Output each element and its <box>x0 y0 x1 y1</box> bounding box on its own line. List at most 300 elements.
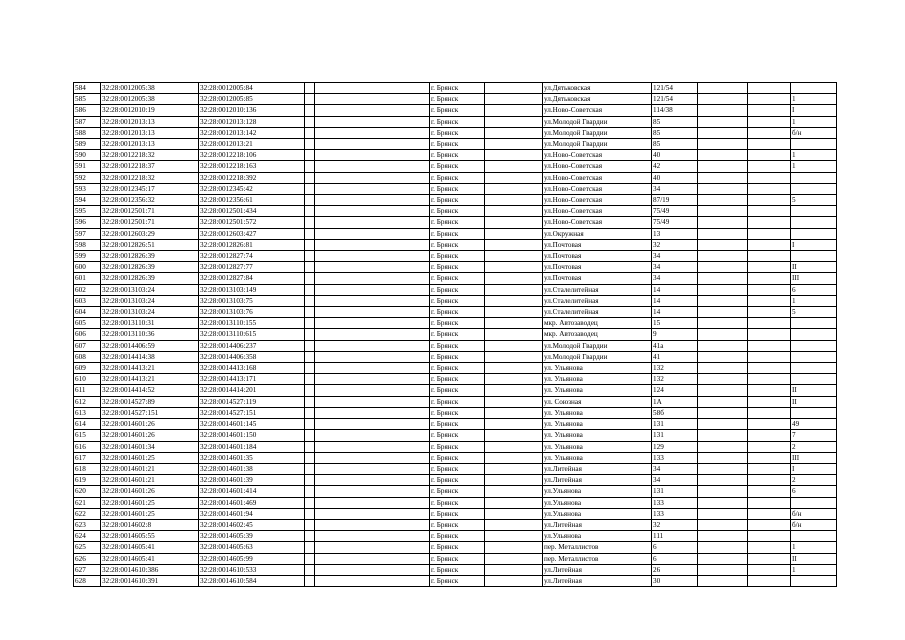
cadastral-number-cell: 32:28:0014601:38 <box>199 463 305 474</box>
empty-cell <box>305 430 315 441</box>
empty-cell <box>485 139 543 150</box>
empty-cell <box>698 83 748 94</box>
street-cell: ул.Сталелитейная <box>543 284 652 295</box>
cadastral-number-cell: 32:28:0012501:572 <box>199 217 305 228</box>
parent-cadastral-number-cell: 32:28:0013110:36 <box>101 329 199 340</box>
parent-cadastral-number-cell: 32:28:0014414:52 <box>101 385 199 396</box>
table-row <box>74 542 837 553</box>
cadastral-number-cell: 32:28:0012013:128 <box>199 116 305 127</box>
empty-cell <box>748 407 791 418</box>
street-cell: ул.Литейная <box>543 475 652 486</box>
empty-cell <box>485 430 543 441</box>
empty-cell <box>315 94 430 105</box>
empty-cell <box>485 217 543 228</box>
premises-number-cell <box>791 374 837 385</box>
cadastral-number-cell: 32:28:0014413:171 <box>199 374 305 385</box>
empty-cell <box>305 239 315 250</box>
empty-cell <box>748 452 791 463</box>
city-cell: г. Брянск <box>430 150 485 161</box>
empty-cell <box>305 83 315 94</box>
parent-cadastral-number-cell: 32:28:0014605:55 <box>101 531 199 542</box>
house-number-cell: 6 <box>652 542 698 553</box>
table-row <box>74 351 837 362</box>
empty-cell <box>485 172 543 183</box>
table-row <box>74 206 837 217</box>
city-cell: г. Брянск <box>430 475 485 486</box>
empty-cell <box>485 564 543 575</box>
row-number-cell: 603 <box>74 295 101 306</box>
row-number-cell: 606 <box>74 329 101 340</box>
house-number-cell: 34 <box>652 251 698 262</box>
house-number-cell: 58б <box>652 407 698 418</box>
parent-cadastral-number-cell: 32:28:0012005:38 <box>101 83 199 94</box>
house-number-cell: 75/49 <box>652 206 698 217</box>
empty-cell <box>485 228 543 239</box>
empty-cell <box>305 553 315 564</box>
city-cell: г. Брянск <box>430 542 485 553</box>
row-number-cell: 597 <box>74 228 101 239</box>
row-number-cell: 594 <box>74 195 101 206</box>
empty-cell <box>305 262 315 273</box>
premises-number-cell: 1 <box>791 150 837 161</box>
cadastral-number-cell: 32:28:0014601:184 <box>199 441 305 452</box>
premises-number-cell: 1 <box>791 564 837 575</box>
street-cell: ул.Сталелитейная <box>543 307 652 318</box>
premises-number-cell: II <box>791 385 837 396</box>
empty-cell <box>485 497 543 508</box>
premises-number-cell <box>791 183 837 194</box>
empty-cell <box>305 396 315 407</box>
empty-cell <box>305 452 315 463</box>
empty-cell <box>485 307 543 318</box>
row-number-cell: 591 <box>74 161 101 172</box>
empty-cell <box>305 329 315 340</box>
parent-cadastral-number-cell: 32:28:0012826:39 <box>101 262 199 273</box>
empty-cell <box>305 273 315 284</box>
street-cell: ул.Молодой Гвардии <box>543 127 652 138</box>
empty-cell <box>698 441 748 452</box>
empty-cell <box>748 542 791 553</box>
cadastral-number-cell: 32:28:0012005:84 <box>199 83 305 94</box>
premises-number-cell <box>791 139 837 150</box>
empty-cell <box>748 318 791 329</box>
house-number-cell: 87/19 <box>652 195 698 206</box>
parent-cadastral-number-cell: 32:28:0014527:89 <box>101 396 199 407</box>
house-number-cell: 26 <box>652 564 698 575</box>
empty-cell <box>698 251 748 262</box>
empty-cell <box>315 385 430 396</box>
premises-number-cell: II <box>791 396 837 407</box>
document-sheet <box>73 82 837 587</box>
empty-cell <box>698 363 748 374</box>
street-cell: ул.Ульянова <box>543 497 652 508</box>
street-cell: ул.Ульянова <box>543 486 652 497</box>
cadastral-number-cell: 32:28:0014602:45 <box>199 519 305 530</box>
empty-cell <box>315 172 430 183</box>
empty-cell <box>748 161 791 172</box>
table-row <box>74 363 837 374</box>
parent-cadastral-number-cell: 32:28:0013110:31 <box>101 318 199 329</box>
empty-cell <box>698 531 748 542</box>
cadastral-number-cell: 32:28:0014605:99 <box>199 553 305 564</box>
house-number-cell: 34 <box>652 475 698 486</box>
empty-cell <box>698 284 748 295</box>
table-row <box>74 441 837 452</box>
cadastral-number-cell: 32:28:0012010:136 <box>199 105 305 116</box>
cadastral-number-cell: 32:28:0014610:584 <box>199 575 305 586</box>
parent-cadastral-number-cell: 32:28:0014601:25 <box>101 452 199 463</box>
city-cell: г. Брянск <box>430 318 485 329</box>
street-cell: ул.Почтовая <box>543 239 652 250</box>
house-number-cell: 32 <box>652 519 698 530</box>
house-number-cell: 133 <box>652 508 698 519</box>
empty-cell <box>315 318 430 329</box>
empty-cell <box>748 553 791 564</box>
empty-cell <box>305 575 315 586</box>
table-row <box>74 374 837 385</box>
row-number-cell: 598 <box>74 239 101 250</box>
empty-cell <box>748 475 791 486</box>
empty-cell <box>315 486 430 497</box>
empty-cell <box>315 542 430 553</box>
house-number-cell: 121/54 <box>652 83 698 94</box>
empty-cell <box>485 463 543 474</box>
table-row <box>74 307 837 318</box>
street-cell: ул. Союзная <box>543 396 652 407</box>
empty-cell <box>698 127 748 138</box>
city-cell: г. Брянск <box>430 172 485 183</box>
city-cell: г. Брянск <box>430 553 485 564</box>
house-number-cell: 132 <box>652 374 698 385</box>
table-row <box>74 105 837 116</box>
empty-cell <box>315 475 430 486</box>
empty-cell <box>698 374 748 385</box>
city-cell: г. Брянск <box>430 127 485 138</box>
city-cell: г. Брянск <box>430 116 485 127</box>
house-number-cell: 40 <box>652 150 698 161</box>
table-row <box>74 116 837 127</box>
empty-cell <box>698 340 748 351</box>
cadastral-number-cell: 32:28:0014601:145 <box>199 419 305 430</box>
premises-number-cell: I <box>791 463 837 474</box>
empty-cell <box>315 150 430 161</box>
street-cell: пер. Металлистов <box>543 542 652 553</box>
row-number-cell: 621 <box>74 497 101 508</box>
table-row <box>74 150 837 161</box>
house-number-cell: 131 <box>652 430 698 441</box>
city-cell: г. Брянск <box>430 430 485 441</box>
empty-cell <box>748 273 791 284</box>
row-number-cell: 592 <box>74 172 101 183</box>
premises-number-cell <box>791 172 837 183</box>
parent-cadastral-number-cell: 32:28:0014601:26 <box>101 486 199 497</box>
empty-cell <box>315 407 430 418</box>
registry-table-body <box>74 83 837 587</box>
house-number-cell: 111 <box>652 531 698 542</box>
house-number-cell: 129 <box>652 441 698 452</box>
table-row <box>74 497 837 508</box>
row-number-cell: 595 <box>74 206 101 217</box>
cadastral-number-cell: 32:28:0014601:414 <box>199 486 305 497</box>
street-cell: ул.Ново-Советская <box>543 172 652 183</box>
city-cell: г. Брянск <box>430 273 485 284</box>
empty-cell <box>748 363 791 374</box>
house-number-cell: 133 <box>652 497 698 508</box>
table-row <box>74 295 837 306</box>
empty-cell <box>315 139 430 150</box>
premises-number-cell: II <box>791 262 837 273</box>
empty-cell <box>305 127 315 138</box>
empty-cell <box>698 262 748 273</box>
empty-cell <box>305 183 315 194</box>
empty-cell <box>305 519 315 530</box>
premises-number-cell <box>791 206 837 217</box>
empty-cell <box>305 531 315 542</box>
empty-cell <box>315 374 430 385</box>
cadastral-number-cell: 32:28:0012356:61 <box>199 195 305 206</box>
empty-cell <box>305 161 315 172</box>
premises-number-cell <box>791 329 837 340</box>
empty-cell <box>305 206 315 217</box>
house-number-cell: 133 <box>652 452 698 463</box>
empty-cell <box>748 575 791 586</box>
city-cell: г. Брянск <box>430 307 485 318</box>
empty-cell <box>748 127 791 138</box>
empty-cell <box>748 430 791 441</box>
street-cell: ул.Ново-Советская <box>543 195 652 206</box>
table-row <box>74 139 837 150</box>
street-cell: ул.Почтовая <box>543 262 652 273</box>
cadastral-number-cell: 32:28:0012218:163 <box>199 161 305 172</box>
street-cell: ул.Литейная <box>543 463 652 474</box>
empty-cell <box>485 508 543 519</box>
empty-cell <box>305 139 315 150</box>
row-number-cell: 611 <box>74 385 101 396</box>
row-number-cell: 587 <box>74 116 101 127</box>
empty-cell <box>698 329 748 340</box>
empty-cell <box>485 374 543 385</box>
empty-cell <box>698 452 748 463</box>
empty-cell <box>305 251 315 262</box>
empty-cell <box>748 531 791 542</box>
empty-cell <box>748 396 791 407</box>
empty-cell <box>315 363 430 374</box>
street-cell: ул.Молодой Гвардии <box>543 139 652 150</box>
premises-number-cell: II <box>791 553 837 564</box>
cadastral-number-cell: 32:28:0012218:106 <box>199 150 305 161</box>
table-row <box>74 519 837 530</box>
table-row <box>74 318 837 329</box>
empty-cell <box>315 183 430 194</box>
city-cell: г. Брянск <box>430 83 485 94</box>
parent-cadastral-number-cell: 32:28:0012826:39 <box>101 273 199 284</box>
empty-cell <box>748 116 791 127</box>
empty-cell <box>485 407 543 418</box>
empty-cell <box>305 475 315 486</box>
empty-cell <box>485 206 543 217</box>
parent-cadastral-number-cell: 32:28:0014601:26 <box>101 419 199 430</box>
parent-cadastral-number-cell: 32:28:0014413:21 <box>101 374 199 385</box>
empty-cell <box>698 105 748 116</box>
cadastral-number-cell: 32:28:0014601:94 <box>199 508 305 519</box>
house-number-cell: 85 <box>652 116 698 127</box>
parent-cadastral-number-cell: 32:28:0014406:59 <box>101 340 199 351</box>
row-number-cell: 584 <box>74 83 101 94</box>
table-row <box>74 475 837 486</box>
empty-cell <box>748 83 791 94</box>
cadastral-number-cell: 32:28:0013103:75 <box>199 295 305 306</box>
row-number-cell: 619 <box>74 475 101 486</box>
table-row <box>74 419 837 430</box>
empty-cell <box>315 430 430 441</box>
premises-number-cell: 1 <box>791 542 837 553</box>
empty-cell <box>748 463 791 474</box>
parent-cadastral-number-cell: 32:28:0014610:391 <box>101 575 199 586</box>
row-number-cell: 586 <box>74 105 101 116</box>
row-number-cell: 616 <box>74 441 101 452</box>
empty-cell <box>485 531 543 542</box>
premises-number-cell: 5 <box>791 195 837 206</box>
empty-cell <box>315 497 430 508</box>
cadastral-number-cell: 32:28:0014414:201 <box>199 385 305 396</box>
empty-cell <box>315 195 430 206</box>
premises-number-cell <box>791 83 837 94</box>
parent-cadastral-number-cell: 32:28:0014601:26 <box>101 430 199 441</box>
empty-cell <box>698 307 748 318</box>
row-number-cell: 599 <box>74 251 101 262</box>
empty-cell <box>698 150 748 161</box>
empty-cell <box>315 239 430 250</box>
parent-cadastral-number-cell: 32:28:0012010:19 <box>101 105 199 116</box>
empty-cell <box>698 195 748 206</box>
premises-number-cell: 1 <box>791 295 837 306</box>
empty-cell <box>698 161 748 172</box>
empty-cell <box>698 419 748 430</box>
empty-cell <box>748 351 791 362</box>
parent-cadastral-number-cell: 32:28:0012013:13 <box>101 116 199 127</box>
empty-cell <box>748 519 791 530</box>
empty-cell <box>698 564 748 575</box>
empty-cell <box>315 262 430 273</box>
row-number-cell: 604 <box>74 307 101 318</box>
empty-cell <box>305 172 315 183</box>
empty-cell <box>315 329 430 340</box>
house-number-cell: 34 <box>652 262 698 273</box>
cadastral-number-cell: 32:28:0014601:35 <box>199 452 305 463</box>
empty-cell <box>748 251 791 262</box>
premises-number-cell: 2 <box>791 475 837 486</box>
row-number-cell: 605 <box>74 318 101 329</box>
street-cell: ул.Литейная <box>543 519 652 530</box>
street-cell: мкр. Автозаводец <box>543 329 652 340</box>
empty-cell <box>698 575 748 586</box>
row-number-cell: 593 <box>74 183 101 194</box>
empty-cell <box>485 329 543 340</box>
cadastral-number-cell: 32:28:0014605:63 <box>199 542 305 553</box>
empty-cell <box>485 542 543 553</box>
street-cell: ул.Ульянова <box>543 531 652 542</box>
parent-cadastral-number-cell: 32:28:0014601:34 <box>101 441 199 452</box>
empty-cell <box>485 340 543 351</box>
row-number-cell: 610 <box>74 374 101 385</box>
city-cell: г. Брянск <box>430 239 485 250</box>
table-row <box>74 575 837 586</box>
empty-cell <box>315 531 430 542</box>
street-cell: ул.Ново-Советская <box>543 217 652 228</box>
empty-cell <box>748 228 791 239</box>
empty-cell <box>698 351 748 362</box>
premises-number-cell <box>791 228 837 239</box>
city-cell: г. Брянск <box>430 463 485 474</box>
empty-cell <box>485 127 543 138</box>
house-number-cell: 121/54 <box>652 94 698 105</box>
empty-cell <box>485 519 543 530</box>
empty-cell <box>748 441 791 452</box>
row-number-cell: 608 <box>74 351 101 362</box>
cadastral-number-cell: 32:28:0014601:150 <box>199 430 305 441</box>
table-row <box>74 452 837 463</box>
city-cell: г. Брянск <box>430 183 485 194</box>
house-number-cell: 85 <box>652 139 698 150</box>
empty-cell <box>315 273 430 284</box>
empty-cell <box>748 172 791 183</box>
parent-cadastral-number-cell: 32:28:0012013:13 <box>101 127 199 138</box>
street-cell: ул.Почтовая <box>543 273 652 284</box>
city-cell: г. Брянск <box>430 228 485 239</box>
city-cell: г. Брянск <box>430 94 485 105</box>
row-number-cell: 620 <box>74 486 101 497</box>
premises-number-cell: 5 <box>791 307 837 318</box>
empty-cell <box>698 542 748 553</box>
parent-cadastral-number-cell: 32:28:0012005:38 <box>101 94 199 105</box>
city-cell: г. Брянск <box>430 262 485 273</box>
empty-cell <box>315 105 430 116</box>
empty-cell <box>748 497 791 508</box>
empty-cell <box>485 195 543 206</box>
empty-cell <box>305 463 315 474</box>
premises-number-cell: 1 <box>791 116 837 127</box>
empty-cell <box>698 183 748 194</box>
empty-cell <box>315 307 430 318</box>
street-cell: ул.Сталелитейная <box>543 295 652 306</box>
city-cell: г. Брянск <box>430 407 485 418</box>
table-row <box>74 217 837 228</box>
empty-cell <box>485 116 543 127</box>
street-cell: ул. Ульянова <box>543 452 652 463</box>
parent-cadastral-number-cell: 32:28:0012501:71 <box>101 206 199 217</box>
street-cell: ул.Молодой Гвардии <box>543 116 652 127</box>
house-number-cell: 40 <box>652 172 698 183</box>
house-number-cell: 124 <box>652 385 698 396</box>
empty-cell <box>698 385 748 396</box>
empty-cell <box>698 228 748 239</box>
cadastral-number-cell: 32:28:0012827:84 <box>199 273 305 284</box>
city-cell: г. Брянск <box>430 217 485 228</box>
city-cell: г. Брянск <box>430 105 485 116</box>
row-number-cell: 628 <box>74 575 101 586</box>
cadastral-number-cell: 32:28:0014601:469 <box>199 497 305 508</box>
empty-cell <box>315 295 430 306</box>
street-cell: ул.Ново-Советская <box>543 150 652 161</box>
cadastral-number-cell: 32:28:0014406:237 <box>199 340 305 351</box>
premises-number-cell <box>791 351 837 362</box>
empty-cell <box>698 497 748 508</box>
empty-cell <box>485 239 543 250</box>
table-row <box>74 183 837 194</box>
empty-cell <box>485 318 543 329</box>
house-number-cell: 42 <box>652 161 698 172</box>
city-cell: г. Брянск <box>430 564 485 575</box>
